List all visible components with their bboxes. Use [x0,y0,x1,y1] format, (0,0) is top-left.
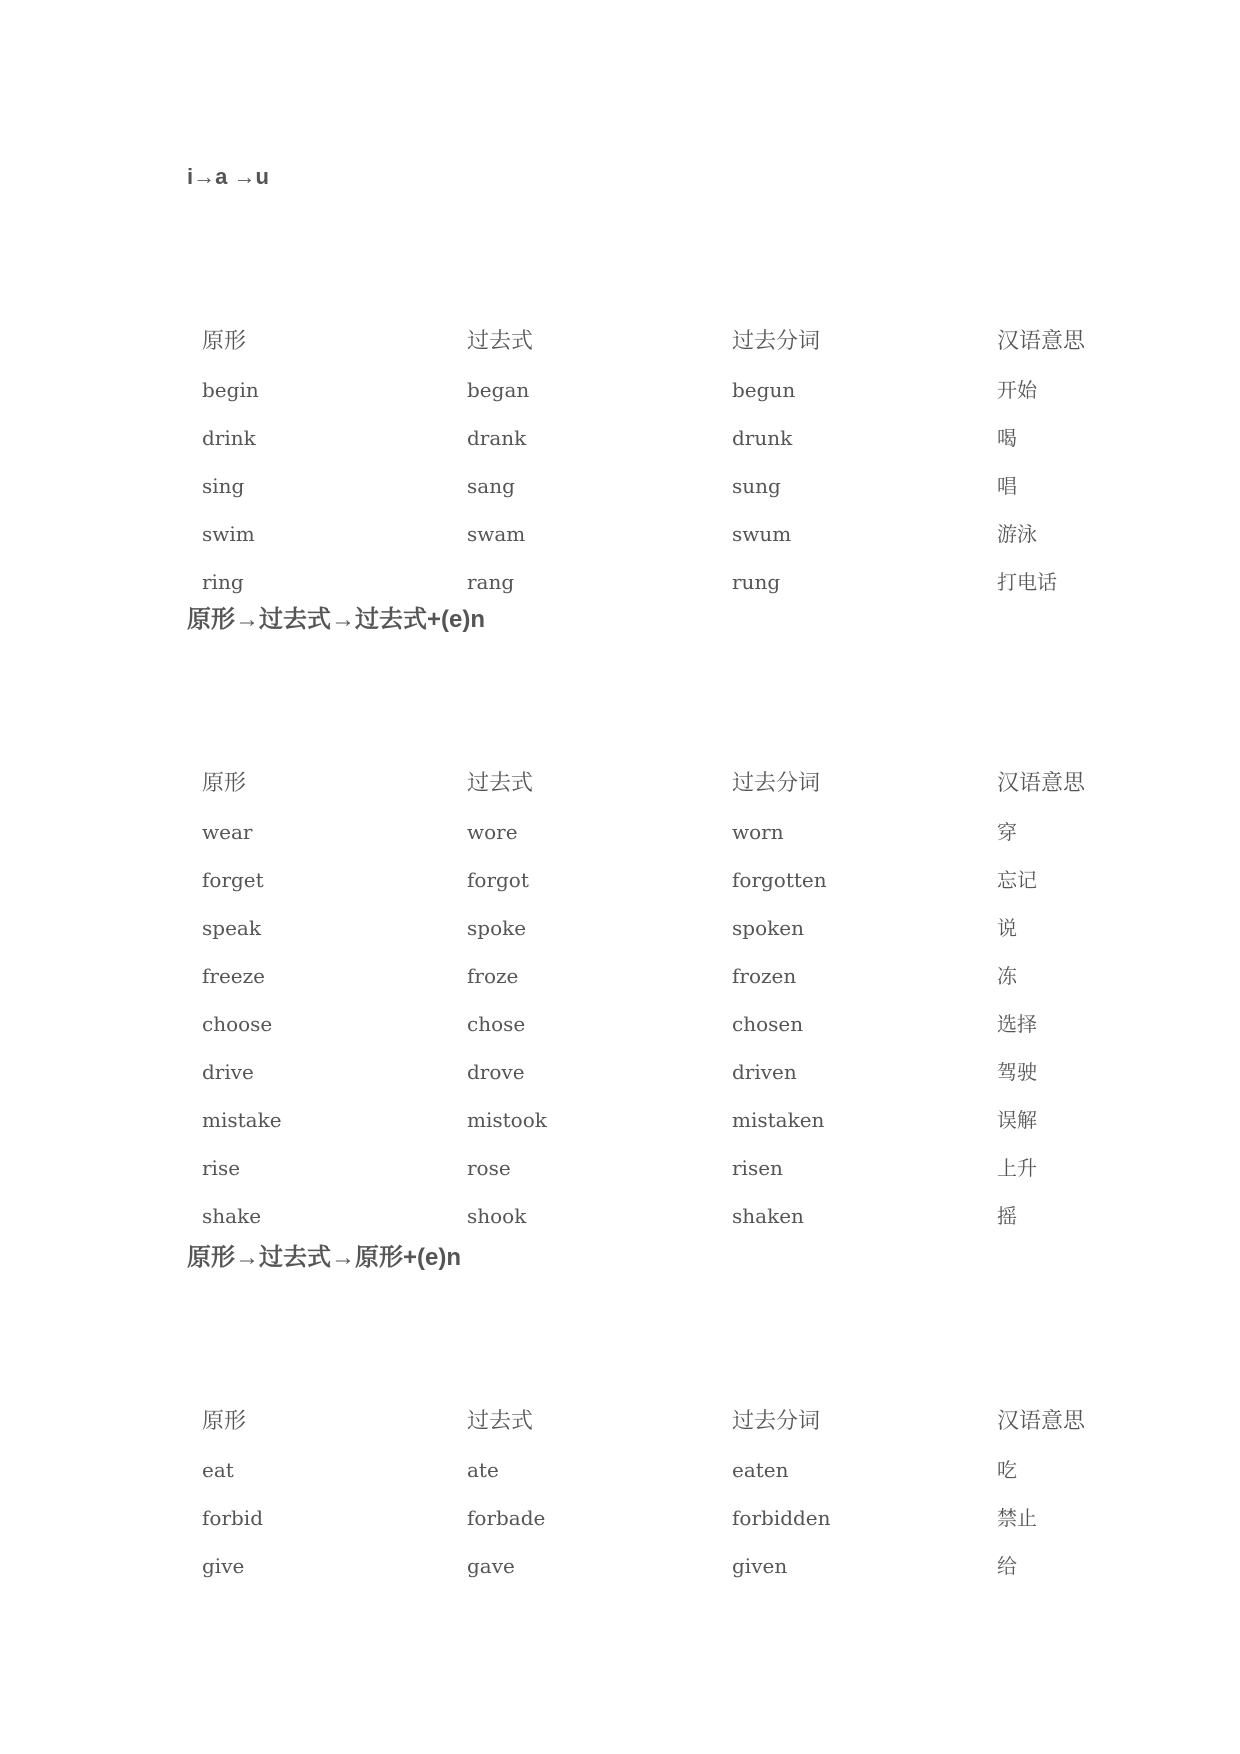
chinese-meaning-cell: 给 [997,1554,1017,1578]
past-participle-cell: forgotten [732,868,827,892]
past-participle-cell: risen [732,1156,783,1180]
base-form-cell: wear [202,820,253,844]
past-participle-cell: given [732,1554,788,1578]
base-form-cell: begin [202,378,259,402]
base-form-cell: ring [202,570,244,594]
table-row [187,1096,1087,1144]
table-row [187,856,1087,904]
table-row [187,1494,1087,1542]
column-header-past-tense: 过去式 [467,1409,534,1434]
column-header-past-tense: 过去式 [467,329,534,354]
column-header-chinese-meaning: 汉语意思 [997,771,1086,796]
table-row [187,808,1087,856]
past-tense-cell: rang [467,570,515,594]
chinese-meaning-cell: 喝 [997,426,1017,450]
past-participle-cell: eaten [732,1458,789,1482]
past-tense-cell: swam [467,522,526,546]
chinese-meaning-cell: 驾驶 [997,1060,1037,1084]
chinese-meaning-cell: 打电话 [997,570,1057,594]
table-row [187,1542,1087,1590]
past-tense-cell: drank [467,426,527,450]
past-tense-cell: drove [467,1060,525,1084]
past-participle-cell: worn [732,820,784,844]
base-form-cell: rise [202,1156,241,1180]
past-tense-cell: forgot [467,868,529,892]
table-row [187,414,1087,462]
table-header-row [187,1398,1087,1446]
chinese-meaning-cell: 禁止 [997,1506,1037,1530]
section-1-title: i→a →u [187,164,269,189]
base-form-cell: drive [202,1060,254,1084]
past-tense-cell: froze [467,964,519,988]
section-2-title: 原形→过去式→过去式+(e)n [187,606,486,633]
section-1-table [187,318,1087,606]
table-row [187,1048,1087,1096]
past-tense-cell: forbade [467,1506,546,1530]
past-participle-cell: sung [732,474,781,498]
past-tense-cell: shook [467,1204,527,1228]
table-row [187,510,1087,558]
base-form-cell: swim [202,522,255,546]
chinese-meaning-cell: 选择 [997,1012,1037,1036]
past-participle-cell: drunk [732,426,793,450]
column-header-chinese-meaning: 汉语意思 [997,1409,1086,1434]
table-row [187,904,1087,952]
table-row [187,366,1087,414]
table-row [187,558,1087,606]
column-header-past-participle: 过去分词 [732,329,821,354]
table-row [187,1192,1087,1240]
past-participle-cell: frozen [732,964,797,988]
past-tense-cell: gave [467,1554,515,1578]
chinese-meaning-cell: 游泳 [997,522,1037,546]
past-tense-cell: rose [467,1156,511,1180]
base-form-cell: speak [202,916,261,940]
chinese-meaning-cell: 穿 [997,820,1017,844]
section-3-table [187,1398,1087,1590]
table-row [187,1000,1087,1048]
column-header-past-participle: 过去分词 [732,771,821,796]
past-participle-cell: mistaken [732,1108,825,1132]
table-row [187,1446,1087,1494]
past-participle-cell: spoken [732,916,804,940]
chinese-meaning-cell: 说 [997,916,1017,940]
past-participle-cell: shaken [732,1204,804,1228]
chinese-meaning-cell: 吃 [997,1458,1017,1482]
chinese-meaning-cell: 摇 [997,1204,1017,1228]
column-header-past-participle: 过去分词 [732,1409,821,1434]
base-form-cell: forget [202,868,264,892]
past-participle-cell: swum [732,522,792,546]
chinese-meaning-cell: 忘记 [997,868,1037,892]
past-tense-cell: chose [467,1012,526,1036]
past-participle-cell: chosen [732,1012,804,1036]
base-form-cell: freeze [202,964,266,988]
base-form-cell: drink [202,426,256,450]
past-tense-cell: mistook [467,1108,547,1132]
column-header-base-form: 原形 [202,329,247,354]
table-row [187,1144,1087,1192]
past-participle-cell: forbidden [732,1506,831,1530]
past-tense-cell: began [467,378,530,402]
table-row [187,952,1087,1000]
section-2-table [187,760,1087,1240]
past-tense-cell: spoke [467,916,527,940]
base-form-cell: mistake [202,1108,282,1132]
table-header-row [187,760,1087,808]
column-header-past-tense: 过去式 [467,771,534,796]
past-participle-cell: rung [732,570,781,594]
chinese-meaning-cell: 开始 [997,378,1037,402]
base-form-cell: sing [202,474,245,498]
past-tense-cell: sang [467,474,515,498]
chinese-meaning-cell: 冻 [997,964,1017,988]
chinese-meaning-cell: 误解 [997,1108,1037,1132]
chinese-meaning-cell: 上升 [997,1156,1037,1180]
chinese-meaning-cell: 唱 [997,474,1017,498]
table-header-row [187,318,1087,366]
past-tense-cell: ate [467,1458,499,1482]
base-form-cell: eat [202,1458,234,1482]
past-tense-cell: wore [467,820,518,844]
past-participle-cell: driven [732,1060,797,1084]
column-header-base-form: 原形 [202,771,247,796]
table-row [187,462,1087,510]
base-form-cell: shake [202,1204,262,1228]
base-form-cell: give [202,1554,245,1578]
column-header-chinese-meaning: 汉语意思 [997,329,1086,354]
base-form-cell: forbid [202,1506,264,1530]
section-3-title: 原形→过去式→原形+(e)n [187,1244,462,1271]
past-participle-cell: begun [732,378,796,402]
column-header-base-form: 原形 [202,1409,247,1434]
base-form-cell: choose [202,1012,273,1036]
